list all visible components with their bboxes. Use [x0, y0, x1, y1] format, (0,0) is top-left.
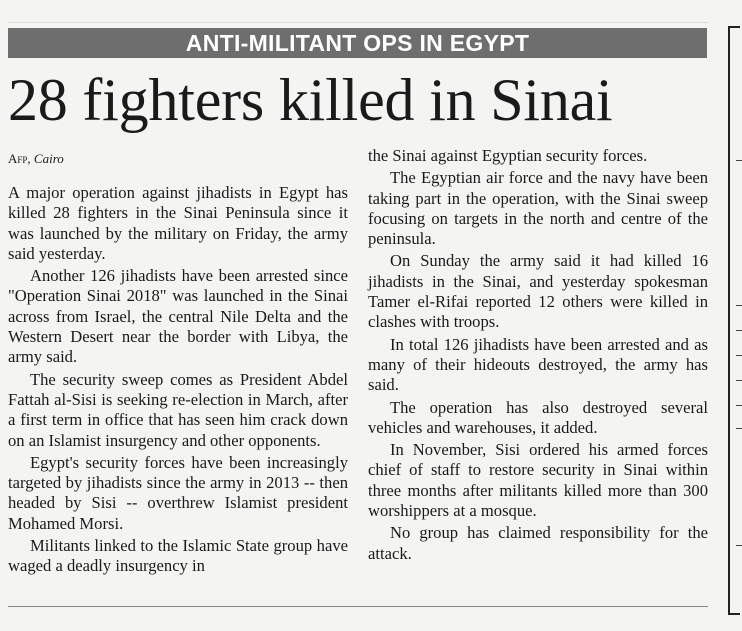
- paragraph: On Sunday the army said it had killed 16 jihadists in the Sinai, and yesterday spokesman Tamer el-Rifai reported 12 others were killed in clashes with troops.: [368, 251, 708, 332]
- edge-mark: [736, 428, 742, 429]
- paragraph: In November, Sisi ordered his armed forces chief of staff to restore security in Sinai within three months after militants killed more than 300 worshippers at a mosque.: [368, 440, 708, 521]
- edge-mark: [736, 380, 742, 381]
- paragraph: The security sweep comes as President Abdel Fattah al-Sisi is seeking re-election in March, after a first term in office that has seen him crack down on an Islamist insurgency and other opponents.: [8, 369, 348, 450]
- headline: 28 fighters killed in Sinai: [8, 67, 613, 133]
- paragraph: A major operation against jihadists in Egypt has killed 28 fighters in the Sinai Peninsula since it was launched by the military on Friday, the army said yesterday.: [8, 183, 348, 263]
- paragraph: Egypt's security forces have been increasingly targeted by jihadists since the army in 2013 -- then headed by Sisi -- overthrew Islamist president Mohamed Morsi.: [8, 452, 348, 533]
- paragraph: The Egyptian air force and the navy have been taking part in the operation, with the Sinai sweep focusing on targets in the north and centre of the peninsula.: [368, 168, 708, 249]
- paragraph: Militants linked to the Islamic State group have waged a deadly insurgency in: [8, 536, 348, 576]
- byline: [8, 150, 348, 168]
- adjacent-article-edge: [728, 26, 740, 615]
- edge-mark: [736, 305, 742, 306]
- section-kicker: ANTI-MILITANT OPS IN EGYPT: [8, 28, 707, 58]
- article-column-right: [368, 146, 708, 566]
- byline-location: Cairo: [33, 151, 64, 166]
- paragraph: the Sinai against Egyptian security forces.: [368, 146, 648, 165]
- article-column-left: [8, 146, 348, 579]
- top-divider: [8, 22, 708, 23]
- paragraph: No group has claimed responsibility for the attack.: [368, 523, 708, 563]
- byline-agency: Afp,: [8, 151, 31, 166]
- paragraph: The operation has also destroyed several vehicles and warehouses, it added.: [368, 397, 708, 437]
- edge-mark: [736, 545, 742, 546]
- edge-mark: [736, 160, 742, 161]
- bottom-divider: [8, 606, 708, 607]
- edge-mark: [736, 405, 742, 406]
- edge-mark: [736, 330, 742, 331]
- paragraph: In total 126 jihadists have been arrested and as many of their hideouts destroyed, the army has said.: [368, 334, 708, 395]
- edge-mark: [736, 355, 742, 356]
- paragraph: Another 126 jihadists have been arrested since "Operation Sinai 2018" was launched in the Sinai across from Israel, the central Nile Delta and the Western Desert near the border with Libya, the army said.: [8, 266, 348, 367]
